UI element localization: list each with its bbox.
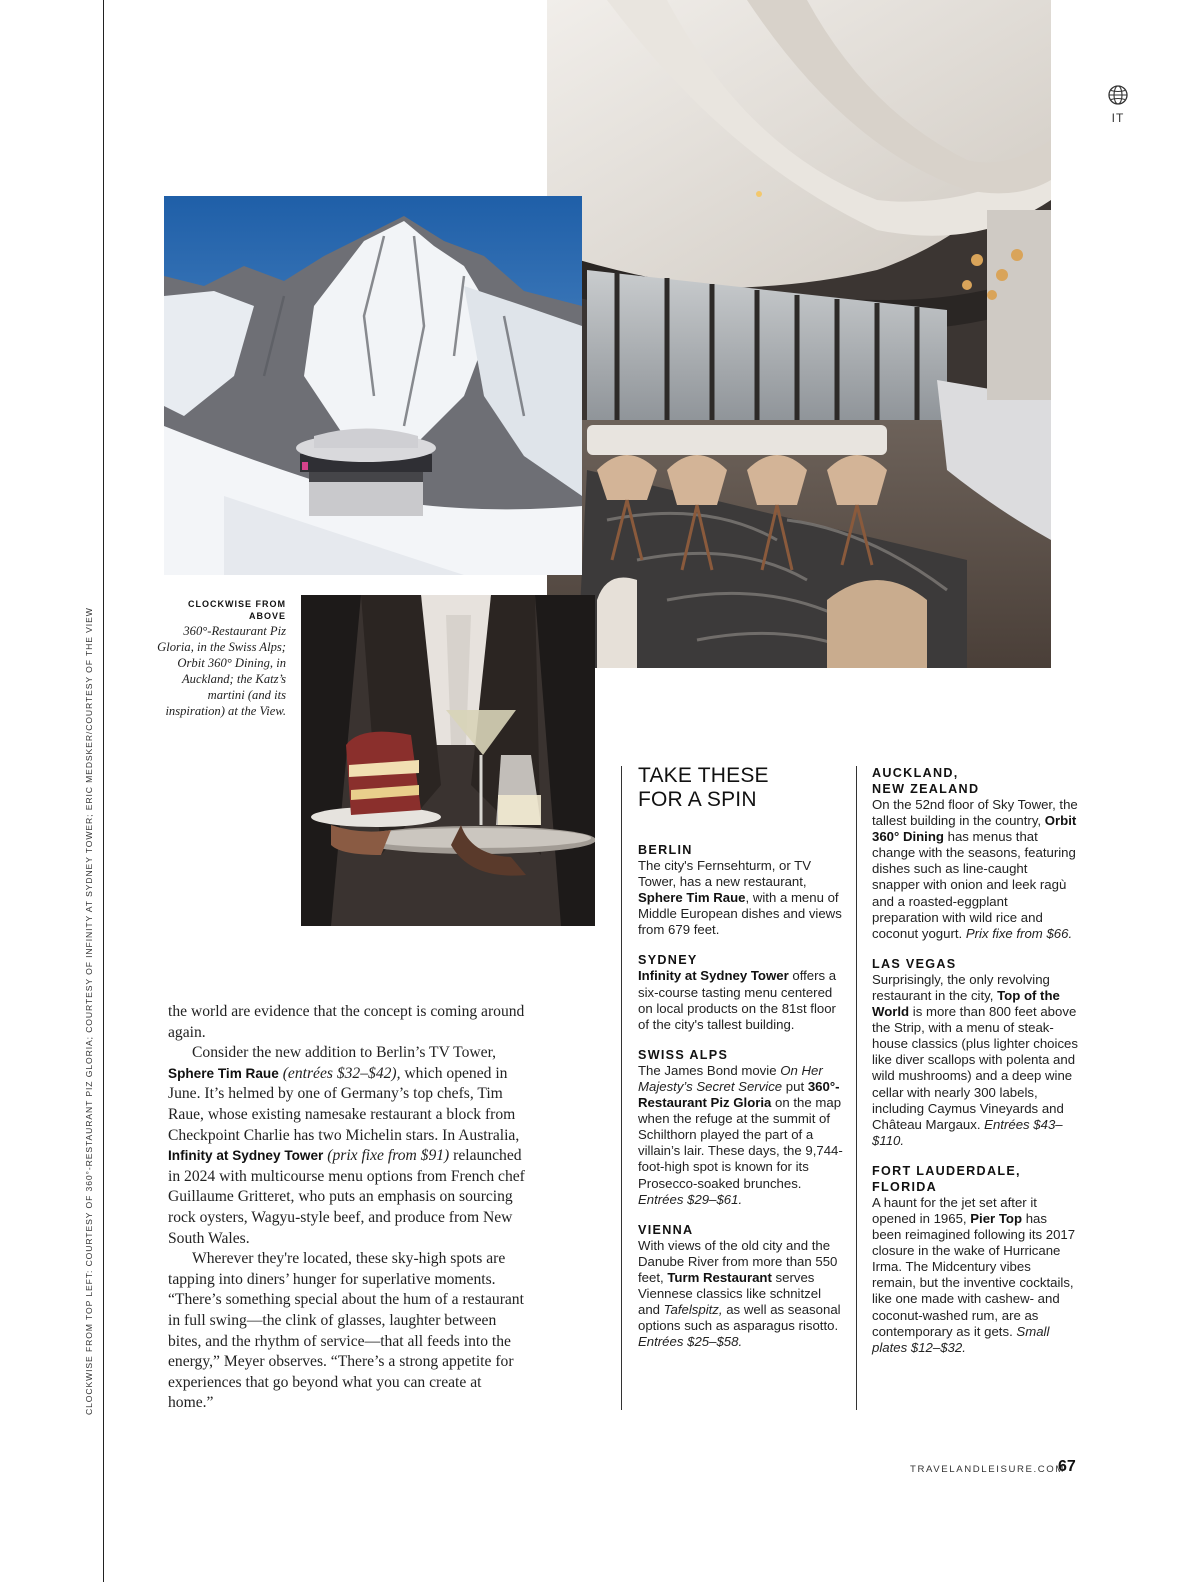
sidebar-entry-las-vegas bbox=[872, 956, 1078, 1149]
sidebar-entry-fort-lauderdale bbox=[872, 1163, 1078, 1356]
sidebar-entry-swiss-alps bbox=[638, 1047, 844, 1208]
price-note: Prix fixe from $66. bbox=[965, 925, 1073, 941]
body-text-run: which opened in June. It’s helmed by one of Germany’s top chefs, Tim Raue, whose existing namesake restaurant a block from Checkpoint Charlie has two Michelin stars. In Australia, bbox=[168, 1064, 520, 1144]
entry-text-run: on the map when the refuge at the summit of Schilthorn played the part of a villain’s lair. These days, the 9,744-foot-high spot is known for its Prosecco-soaked brunches. bbox=[638, 1095, 843, 1191]
entry-text-run: Surprisingly, the only revolving restaurant in the city, bbox=[872, 971, 1050, 1003]
entry-text-run: The city's Fernsehturm, or TV Tower, has a new restaurant, bbox=[638, 858, 812, 890]
entry-text bbox=[638, 1063, 844, 1208]
alps-restaurant-photo bbox=[164, 196, 582, 575]
dish-name: Tafelspitz, bbox=[663, 1302, 723, 1318]
sidebar-entry-auckland bbox=[872, 765, 1078, 942]
sidebar-entry-vienna bbox=[638, 1222, 844, 1351]
sidebar-rule-middle bbox=[856, 766, 857, 1410]
article-body bbox=[168, 1002, 530, 1414]
entry-heading bbox=[872, 1163, 1078, 1195]
sidebar-title bbox=[638, 764, 848, 812]
price-note: (entrées $32–$42), bbox=[278, 1064, 401, 1082]
sidebar-title-line: FOR A SPIN bbox=[638, 788, 757, 811]
section-badge bbox=[1104, 84, 1132, 125]
body-paragraph-3: Wherever they're located, these sky-high spots are tapping into diners’ hunger for superlative moments. “There’s something special about the hum of a restaurant in full swing—the clink of glasses, laughter between bites, and the rhythm of service—that all feeds into the energy,” Meyer observes. “There’s a strong appetite for experiences that go beyond what you can create at home.” bbox=[168, 1250, 524, 1412]
entry-heading: SYDNEY bbox=[638, 953, 698, 968]
body-paragraph-1: the world are evidence that the concept is coming around again. bbox=[168, 1003, 525, 1041]
sidebar-entry-sydney bbox=[638, 952, 844, 1032]
photo-credit: CLOCKWISE FROM TOP LEFT: COURTESY OF 360°-RESTAURANT PIZ GLORIA; COURTESY OF INFINITY AT SYDNEY TOWER; ERIC MEDSKER/COURTESY OF THE VIEW bbox=[84, 607, 94, 1415]
entry-heading: SWISS ALPS bbox=[638, 1047, 729, 1062]
entry-heading-line: FLORIDA bbox=[872, 1179, 938, 1194]
entry-text-run: offers a six-course tasting menu centered on local products on the 81st floor of the city's tallest building. bbox=[638, 968, 837, 1032]
entry-text bbox=[638, 858, 844, 938]
sidebar-rule-left bbox=[621, 766, 622, 1410]
entry-text-run: With views of the old city and the Danube River from more than 550 feet, bbox=[638, 1237, 838, 1285]
entry-text bbox=[872, 1195, 1078, 1356]
entry-heading-line: AUCKLAND, bbox=[872, 766, 959, 780]
footer-url: TRAVELANDLEISURE.COM bbox=[910, 1464, 1065, 1475]
entry-text bbox=[638, 968, 844, 1032]
entry-heading-line: FORT LAUDERDALE, bbox=[872, 1163, 1021, 1178]
sidebar-column-1 bbox=[638, 842, 844, 1364]
page-number: 67 bbox=[1058, 1458, 1076, 1475]
entry-text bbox=[638, 1238, 844, 1351]
entry-text-run: has been reimagined following its 2017 closure in the wake of Hurricane Irma. The Midcentury vibes remain, but the inventive cocktails, like one made with cashew- and coconut-washed rum, are as contemporary as it gets. bbox=[872, 1210, 1076, 1339]
venue-name: 360°-Restaurant Piz Gloria bbox=[638, 1078, 840, 1111]
venue-name: Orbit 360° Dining bbox=[872, 813, 1077, 845]
price-note: Entrées $43–$110. bbox=[872, 1116, 1063, 1148]
body-text-run: relaunched in 2024 with multicourse menu options from French chef Guillaume Gritteret, who puts an emphasis on sourcing rock oysters, Wagyu-style beef, and produce from New South Wales. bbox=[168, 1147, 525, 1247]
entry-text bbox=[872, 797, 1078, 942]
venue-name: Infinity at Sydney Tower bbox=[638, 968, 789, 984]
globe-icon bbox=[1107, 84, 1129, 106]
photo-caption bbox=[150, 598, 286, 719]
film-title: On Her Majesty’s Secret Service bbox=[638, 1062, 823, 1094]
price-note: Entrées $25–$58. bbox=[638, 1334, 743, 1350]
section-code: IT bbox=[1111, 111, 1125, 125]
entry-text bbox=[872, 972, 1078, 1149]
entry-heading-line: NEW ZEALAND bbox=[872, 782, 980, 796]
revolving-dining-room-photo bbox=[547, 0, 1051, 668]
sidebar-title-line: TAKE THESE bbox=[638, 764, 769, 787]
body-text-run: Consider the new addition to Berlin’s TV Tower, bbox=[192, 1044, 497, 1062]
venue-name: Infinity at Sydney Tower bbox=[168, 1148, 324, 1164]
sidebar-entry-berlin bbox=[638, 842, 844, 938]
body-paragraph-2 bbox=[168, 1043, 530, 1249]
entry-text-run: The James Bond movie bbox=[638, 1062, 781, 1078]
venue-name: Sphere Tim Raue bbox=[168, 1065, 279, 1081]
entry-text-run: put bbox=[782, 1078, 808, 1094]
entry-text-run: is more than 800 feet above the Strip, with a menu of steak-house classics (plus lighter choices like diver scallops with polenta and wild mushrooms) and a deep wine cellar with nearly 300 labels, including Caymus Vineyards and Château Margaux. bbox=[872, 1004, 1078, 1132]
waiter-martini-photo bbox=[301, 595, 595, 926]
caption-lead: CLOCKWISE FROM ABOVE bbox=[188, 599, 286, 621]
entry-text-run: serves Viennese classics like schnitzel and bbox=[638, 1269, 822, 1318]
venue-name: Turm Restaurant bbox=[667, 1269, 772, 1285]
venue-name: Pier Top bbox=[970, 1210, 1023, 1226]
entry-text-run: A haunt for the jet set after it opened in 1965, bbox=[872, 1194, 1037, 1226]
entry-heading: BERLIN bbox=[638, 843, 693, 857]
venue-name: Top of the World bbox=[872, 987, 1060, 1020]
price-note: Entrées $29–$61. bbox=[638, 1191, 743, 1207]
entry-text-run: , with a menu of Middle European dishes and views from 679 feet. bbox=[638, 890, 842, 938]
price-note: Small plates $12–$32. bbox=[872, 1323, 1050, 1355]
price-note: (prix fixe from $91) bbox=[323, 1147, 450, 1165]
sidebar-column-2 bbox=[872, 765, 1078, 1370]
entry-heading: LAS VEGAS bbox=[872, 956, 957, 971]
left-margin-rule bbox=[103, 0, 104, 1582]
caption-text: 360°-Restaurant Piz Gloria, in the Swiss Alps; Orbit 360° Dining, in Auckland; the Katz’s martini (and its inspiration) at the View. bbox=[157, 624, 286, 718]
entry-text-run: has menus that change with the seasons, featuring dishes such as line-caught snapper with onion and leek ragù and a roasted-eggplant preparation with wild rice and coconut yogurt. bbox=[872, 829, 1076, 941]
venue-name: Sphere Tim Raue bbox=[638, 890, 746, 906]
entry-heading bbox=[872, 765, 1078, 797]
entry-text-run: On the 52nd floor of Sky Tower, the tallest building in the country, bbox=[872, 797, 1078, 829]
entry-text-run: as well as seasonal options such as asparagus risotto. bbox=[638, 1302, 841, 1334]
entry-heading: VIENNA bbox=[638, 1222, 694, 1237]
